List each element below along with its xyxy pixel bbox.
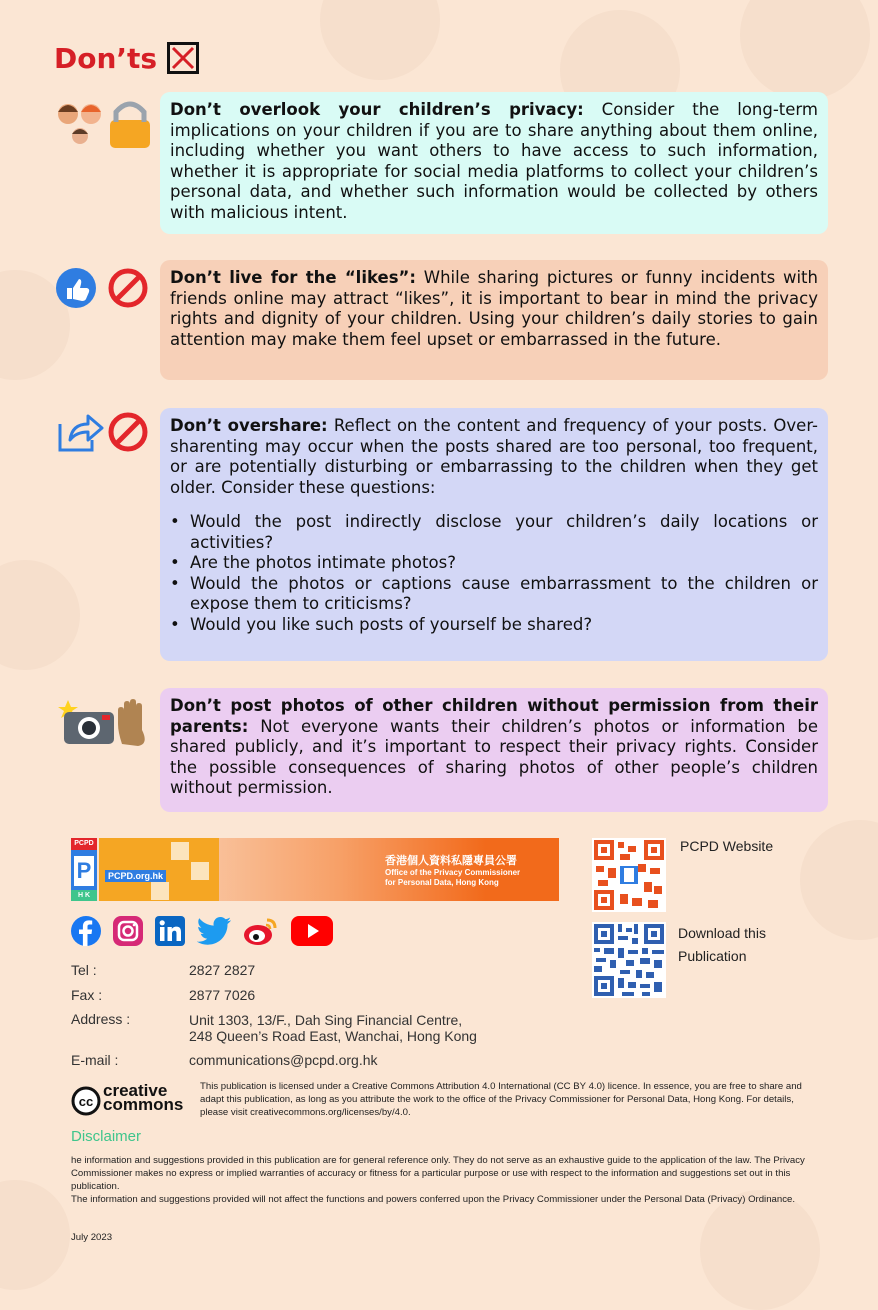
tip-card-overshare [160, 408, 828, 661]
address-line2: 248 Queen’s Road East, Wanchai, Hong Kong [189, 1028, 477, 1044]
cc-icon [71, 1086, 101, 1116]
address-label: Address : [71, 1011, 131, 1027]
mosaic-tile [191, 862, 209, 880]
org-name-en-1: Office of the Privacy Commissioner [385, 868, 521, 877]
disclaimer-body [71, 1154, 817, 1206]
tip-title: Don’t post photos of other children without permission from their parents: [170, 696, 818, 736]
fax-value: 2877 7026 [189, 987, 256, 1003]
question-list [170, 512, 818, 635]
address-value [189, 1012, 477, 1044]
social-links [71, 916, 333, 946]
weibo-icon[interactable] [243, 916, 279, 946]
svg-text:cc: cc [78, 1094, 94, 1109]
facebook-icon[interactable] [71, 916, 101, 946]
likes-prohibited-icon [56, 266, 152, 310]
fax-label: Fax : [71, 987, 103, 1003]
background-emoji [800, 820, 878, 940]
tip-body: While sharing pictures or funny incidents with friends online may attract “likes”, it is important to bear in mind the privacy rights and dignity of your children. Using your children’s daily stories to gain attention may make them feel upset or embarrassed in the future. [170, 268, 818, 349]
mosaic-tile [171, 842, 189, 860]
download-label-line2: Publication [678, 948, 747, 964]
disclaimer-paragraph-2: The information and suggestions provided will not affect the functions and powers conferred upon the Privacy Commissioner under the Personal Data (Privacy) Ordinance. [71, 1194, 795, 1205]
email-link[interactable]: communications@pcpd.org.hk [189, 1052, 378, 1068]
background-emoji [0, 1180, 70, 1290]
disclaimer-heading: Disclaimer [71, 1128, 142, 1145]
tip-body: Not everyone wants their children’s photos or information be shared publicly, and it’s important to respect their privacy rights. Consider the possible consequences of sharing photos of other people’s children without permission. [170, 716, 818, 797]
background-emoji [700, 1190, 820, 1310]
tip-body: Consider the long-term implications on your children if you are to share anything about them online, including whether you want others to have access to such information, whether it is appropriate for social media platforms to collect your children’s personal data, and whether such information would be collected by others with malicious intent. [170, 100, 818, 222]
pcpd-logo-p: P [74, 856, 94, 886]
email-label: E-mail : [71, 1052, 119, 1068]
tip-body: Reflect on the content and frequency of your posts. Over-sharenting may occur when the posts shared are too personal, too frequent, or are potentially disturbing or embarrassing to the children when they get older. Consider these questions: [170, 416, 818, 497]
camera-stop-icon [58, 698, 154, 748]
background-emoji [0, 560, 80, 670]
tip-card-likes [160, 260, 828, 380]
tip-title: Don’t overlook your children’s privacy: [170, 100, 584, 119]
icon-mosaic [99, 838, 219, 901]
creative-commons-logo [71, 1081, 191, 1116]
tip-card-other-children [160, 688, 828, 812]
page-title [54, 38, 199, 78]
question-item: • Would you like such posts of yourself be shared? [190, 615, 818, 636]
download-qr-code[interactable] [592, 922, 666, 998]
cc-wordmark-1: creative [103, 1081, 168, 1100]
background-emoji [740, 0, 870, 100]
site-text: PCPD.org.hk [105, 870, 166, 882]
pcpd-logo [71, 838, 97, 901]
cc-wordmark [103, 1081, 184, 1114]
pcpd-logo-text: PCPD [71, 838, 97, 850]
background-emoji [320, 0, 440, 80]
question-item: • Are the photos intimate photos? [190, 553, 818, 574]
tel-value[interactable]: 2827 2827 [189, 962, 256, 978]
twitter-icon[interactable] [197, 917, 231, 945]
org-name-zh: 香港個人資料私隱專員公署 [385, 855, 517, 867]
instagram-icon[interactable] [113, 916, 143, 946]
website-label: PCPD Website [680, 838, 774, 854]
youtube-icon[interactable] [291, 916, 333, 946]
disclaimer-paragraph-1: he information and suggestions provided in this publication are for general reference only. They do not serve as an exhaustive guide to the application of the law. The Privacy Commissioner makes no express or implied warranties of accuracy or fitness for a particular purpose or use with respect to the information and suggestions set out in this publication. [71, 1155, 805, 1192]
cc-wordmark-2: commons [103, 1095, 184, 1114]
tel-label: Tel : [71, 962, 97, 978]
license-text: This publication is licensed under a Creative Commons Attribution 4.0 International (CC BY 4.0) licence. In essence, you are free to share and adapt this publication, as long as you attribute the work to the office of the Privacy Commissioner for Personal Data, Hong Kong. For details, please visit creativecommons.org/licenses/by/4.0. [200, 1081, 802, 1118]
tip-title: Don’t overshare: [170, 416, 328, 435]
linkedin-icon[interactable] [155, 916, 185, 946]
pcpd-logo-hk: H K [71, 890, 97, 901]
question-item: • Would the post indirectly disclose your children’s daily locations or activities? [190, 512, 818, 553]
publication-date: July 2023 [71, 1232, 113, 1243]
tip-card-privacy [160, 92, 828, 234]
mosaic-tile [151, 882, 169, 900]
children-privacy-icon [56, 100, 156, 150]
address-line1: Unit 1303, 13/F., Dah Sing Financial Centre, [189, 1012, 463, 1028]
question-item: • Would the photos or captions cause embarrassment to the children or expose them to criticisms? [190, 574, 818, 615]
tip-title: Don’t live for the “likes”: [170, 268, 416, 287]
cross-box-icon [167, 42, 199, 74]
download-label [678, 922, 766, 968]
share-prohibited-icon [56, 410, 152, 454]
org-name-en-2: for Personal Data, Hong Kong [385, 878, 499, 887]
pcpd-banner [71, 838, 559, 901]
website-qr-code[interactable] [592, 838, 666, 912]
heading-text: Don’ts [54, 41, 158, 75]
download-label-line1: Download this [678, 925, 766, 941]
